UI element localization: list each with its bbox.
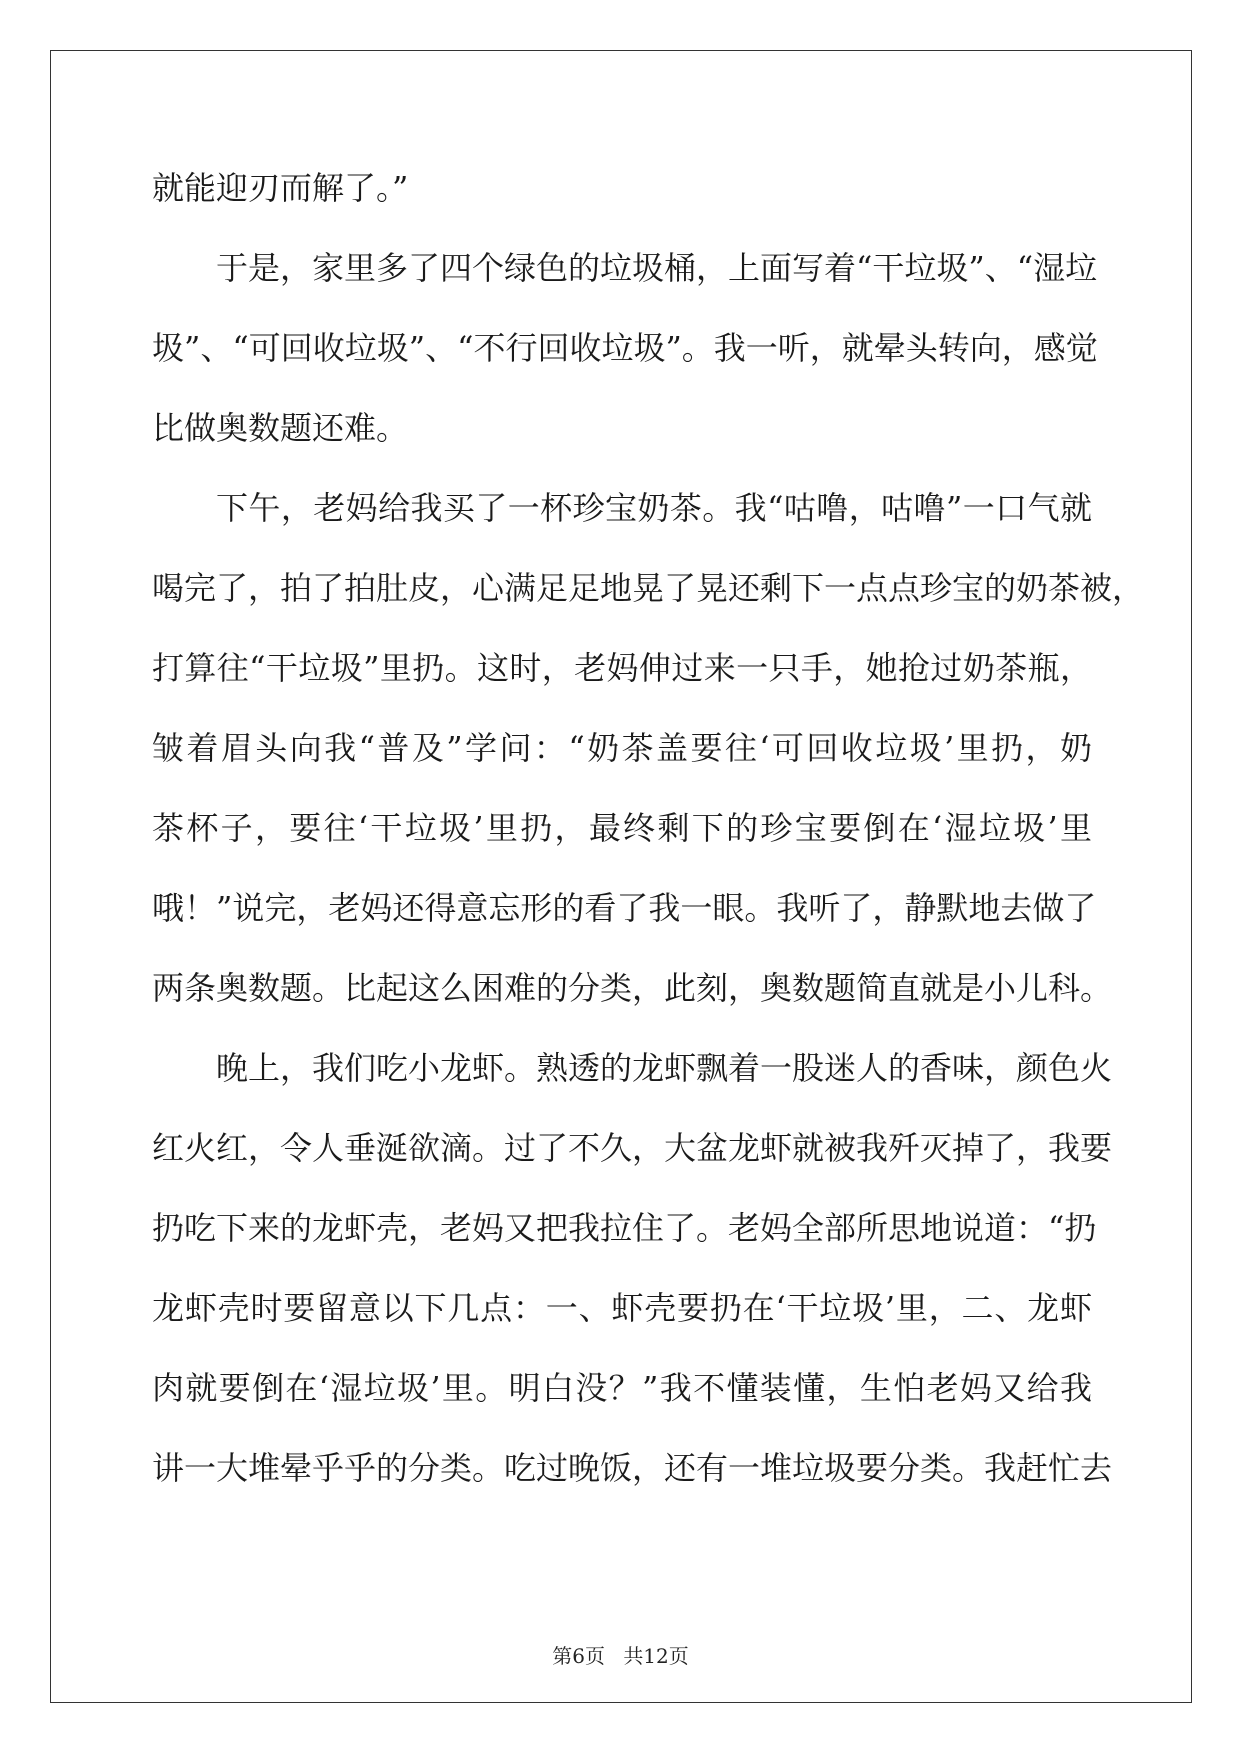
text-line: 讲一大堆晕乎乎的分类。吃过晚饭，还有一堆垃圾要分类。我赶忙去 [152,1449,1113,1487]
text-line: 扔吃下来的龙虾壳，老妈又把我拉住了。老妈全部所思地说道：“扔 [152,1209,1097,1247]
text-line: 打算往“干垃圾”里扔。这时，老妈伸过来一只手，她抢过奶茶瓶， [152,649,1092,687]
text-line: 喝完了，拍了拍肚皮，心满足足地晃了晃还剩下一点点珍宝的奶茶被， [152,569,1145,607]
text-line: 龙虾壳时要留意以下几点：一、虾壳要扔在‘干垃圾’里，二、龙虾 [152,1289,1092,1327]
text-line: 比做奥数题还难。 [152,409,409,447]
text-line: 哦！”说完，老妈还得意忘形的看了我一眼。我听了，静默地去做了 [152,889,1097,927]
page-footer [0,1640,1241,1669]
text-line: 圾”、“可回收垃圾”、“不行回收垃圾”。我一听，就晕头转向，感觉 [152,329,1098,367]
document-body [152,148,1145,1508]
text-line: 肉就要倒在‘湿垃圾’里。明白没？”我不懂装懂，生怕老妈又给我 [152,1369,1092,1407]
page-total: 共12页 [623,1644,689,1668]
text-line: 下午，老妈给我买了一杯珍宝奶茶。我“咕噜，咕噜”一口气就 [216,489,1092,527]
text-line: 于是，家里多了四个绿色的垃圾桶，上面写着“干垃圾”、“湿垃 [216,249,1098,287]
text-line: 晚上，我们吃小龙虾。熟透的龙虾飘着一股迷人的香味，颜色火 [216,1049,1113,1087]
text-line: 茶杯子，要往‘干垃圾’里扔，最终剩下的珍宝要倒在‘湿垃圾’里 [152,809,1092,847]
text-line: 红火红，令人垂涎欲滴。过了不久，大盆龙虾就被我歼灭掉了，我要 [152,1129,1113,1167]
page-number: 第6页 [552,1644,605,1668]
text-line: 就能迎刃而解了。” [152,169,409,207]
text-line: 皱着眉头向我“普及”学问：“奶茶盖要往‘可回收垃圾’里扔，奶 [152,729,1092,767]
text-line: 两条奥数题。比起这么困难的分类，此刻，奥数题简直就是小儿科。 [152,969,1113,1007]
